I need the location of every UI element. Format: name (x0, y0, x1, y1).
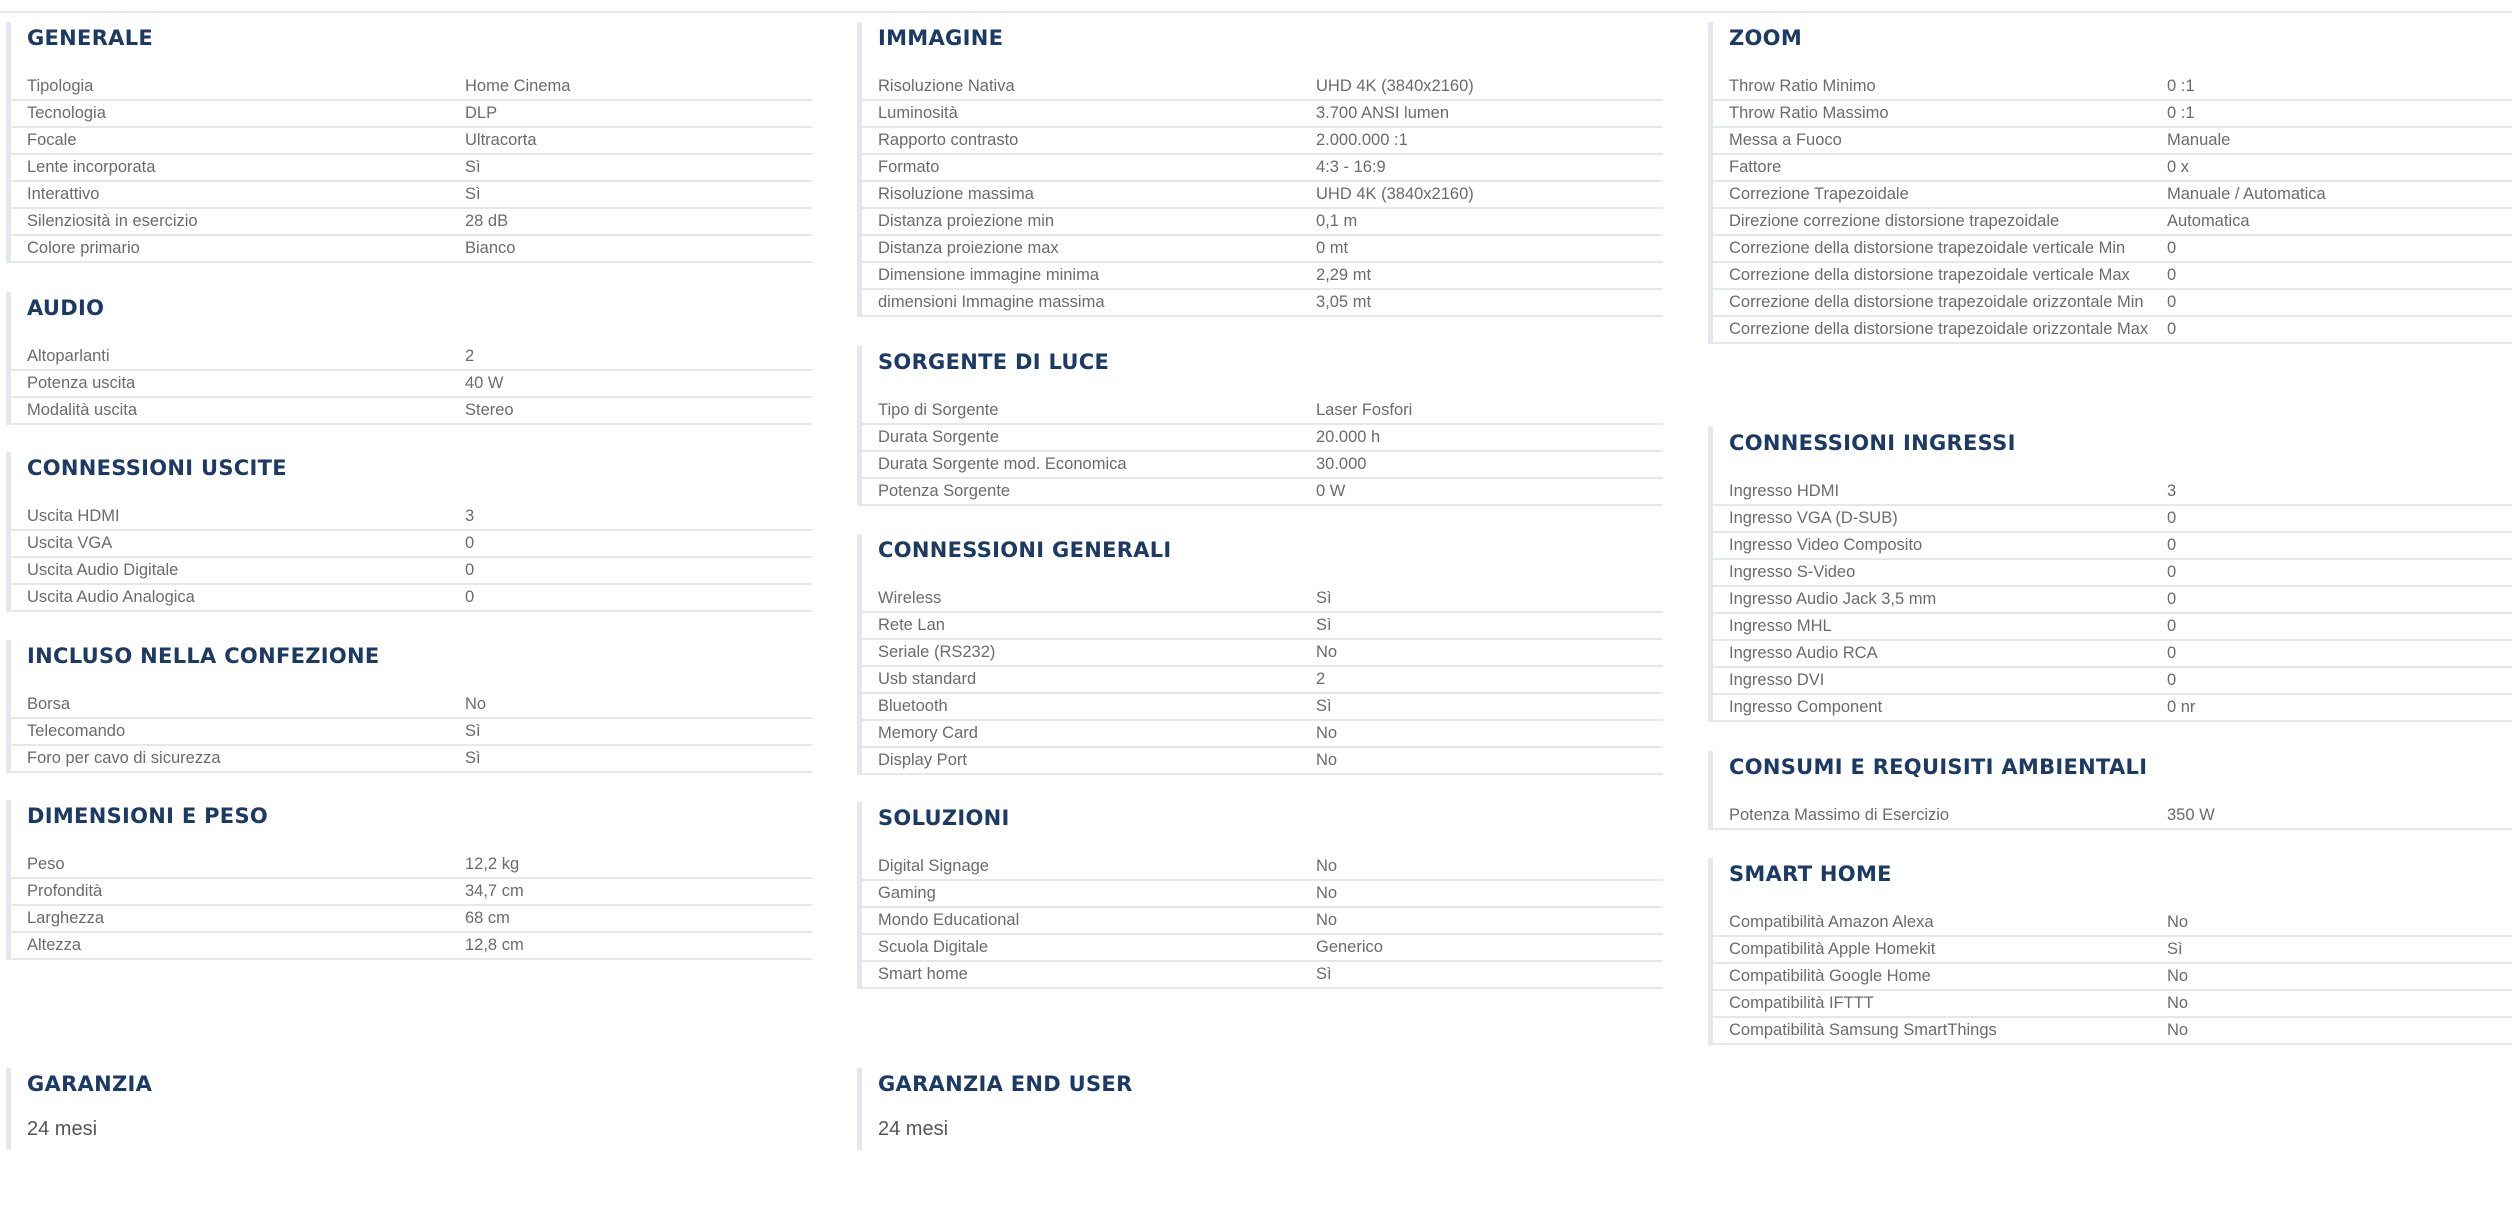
spec-table (11, 344, 812, 425)
spec-value: 0 (2167, 590, 2177, 608)
spec-value: Bianco (465, 239, 516, 257)
spec-label: Rete Lan (878, 616, 945, 634)
top-divider (0, 11, 2512, 13)
section-title: AUDIO (27, 296, 105, 320)
spec-label: Ingresso Audio RCA (1729, 644, 1878, 662)
spec-label: dimensioni Immagine massima (878, 293, 1105, 311)
spec-value: Sì (2167, 940, 2183, 958)
spec-value: Sì (465, 158, 481, 176)
spec-value: 0 :1 (2167, 104, 2195, 122)
spec-row (1713, 991, 2512, 1018)
spec-label: Foro per cavo di sicurezza (27, 749, 221, 767)
spec-value: Sì (1316, 697, 1332, 715)
spec-value: 0,1 m (1316, 212, 1358, 230)
spec-row (862, 613, 1663, 640)
spec-label: Potenza Sorgente (878, 482, 1011, 500)
spec-label: Mondo Educational (878, 911, 1020, 929)
spec-value: No (1316, 724, 1338, 742)
section-consumi-e-requisiti-ambientali (1708, 751, 2512, 830)
spec-label: Correzione della distorsione trapezoidale verticale Max (1729, 266, 2130, 284)
spec-value: 0 (2167, 266, 2177, 284)
spec-value: 0 (465, 561, 475, 579)
spec-label: Focale (27, 131, 77, 149)
spec-label: Throw Ratio Massimo (1729, 104, 1889, 122)
spec-value: Sì (465, 749, 481, 767)
spec-value: 12,2 kg (465, 855, 520, 873)
spec-value: 2,29 mt (1316, 266, 1372, 284)
spec-label: Compatibilità IFTTT (1729, 994, 1874, 1012)
section-incluso-nella-confezione (6, 640, 812, 773)
spec-value: No (1316, 857, 1338, 875)
spec-row (11, 101, 812, 128)
spec-value: Generico (1316, 938, 1383, 956)
spec-value: 20.000 h (1316, 428, 1381, 446)
spec-row (11, 155, 812, 182)
spec-label: Gaming (878, 884, 936, 902)
spec-label: Durata Sorgente mod. Economica (878, 455, 1127, 473)
section-title: DIMENSIONI E PESO (27, 804, 269, 828)
spec-row (1713, 614, 2512, 641)
spec-value: 0 nr (2167, 698, 2196, 716)
spec-row (862, 209, 1663, 236)
spec-label: Throw Ratio Minimo (1729, 77, 1876, 95)
spec-value: 0 (2167, 293, 2177, 311)
spec-value: No (1316, 751, 1338, 769)
section-audio (6, 292, 812, 425)
spec-label: Ingresso Video Composito (1729, 536, 1923, 554)
spec-row (1713, 668, 2512, 695)
section-title: SORGENTE DI LUCE (878, 350, 1110, 374)
spec-value: 0 (2167, 617, 2177, 635)
spec-label: Compatibilità Google Home (1729, 967, 1931, 985)
spec-row (862, 908, 1663, 935)
spec-label: Display Port (878, 751, 967, 769)
spec-label: Potenza Massimo di Esercizio (1729, 806, 1950, 824)
section-connessioni-uscite (6, 452, 812, 612)
spec-row (862, 74, 1663, 101)
spec-label: Distanza proiezione max (878, 239, 1059, 257)
spec-value: No (2167, 994, 2189, 1012)
spec-row (1713, 74, 2512, 101)
spec-row (862, 667, 1663, 694)
spec-table (1713, 910, 2512, 1045)
section-dimensioni-e-peso (6, 800, 812, 960)
spec-label: Borsa (27, 695, 71, 713)
spec-row (1713, 695, 2512, 722)
warranty-value: 24 mesi (878, 1118, 949, 1140)
spec-value: No (2167, 913, 2189, 931)
spec-value: Manuale (2167, 131, 2231, 149)
spec-table (862, 74, 1663, 317)
spec-row (1713, 803, 2512, 830)
spec-table (11, 852, 812, 960)
warranty-value: 24 mesi (27, 1118, 98, 1140)
spec-value: Sì (465, 185, 481, 203)
spec-value: 4:3 - 16:9 (1316, 158, 1386, 176)
spec-value: No (1316, 911, 1338, 929)
spec-row (1713, 641, 2512, 668)
spec-row (11, 209, 812, 236)
spec-value: 0 (2167, 509, 2177, 527)
spec-row (11, 746, 812, 773)
spec-label: Profondità (27, 882, 103, 900)
spec-value: Ultracorta (465, 131, 537, 149)
spec-row (11, 852, 812, 879)
spec-label: Potenza uscita (27, 374, 136, 392)
spec-row (1713, 155, 2512, 182)
spec-label: Tipologia (27, 77, 94, 95)
spec-row (11, 128, 812, 155)
section-smart-home (1708, 858, 2512, 1045)
spec-label: Durata Sorgente (878, 428, 1000, 446)
spec-value: 3 (2167, 482, 2177, 500)
spec-value: Laser Fosfori (1316, 401, 1413, 419)
spec-row (1713, 560, 2512, 587)
spec-row (1713, 506, 2512, 533)
spec-value: No (2167, 967, 2189, 985)
spec-label: Ingresso MHL (1729, 617, 1832, 635)
spec-value: 2.000.000 :1 (1316, 131, 1408, 149)
spec-label: Messa a Fuoco (1729, 131, 1842, 149)
spec-row (862, 452, 1663, 479)
spec-value: 0 mt (1316, 239, 1349, 257)
spec-label: Formato (878, 158, 940, 176)
spec-value: 40 W (465, 374, 504, 392)
spec-row (11, 879, 812, 906)
spec-table (1713, 803, 2512, 830)
section-title: CONSUMI E REQUISITI AMBIENTALI (1729, 755, 2148, 779)
spec-label: Rapporto contrasto (878, 131, 1019, 149)
spec-table (862, 854, 1663, 989)
spec-row (862, 854, 1663, 881)
section-title: INCLUSO NELLA CONFEZIONE (27, 644, 380, 668)
spec-value: 0 (2167, 536, 2177, 554)
spec-label: Smart home (878, 965, 968, 983)
spec-value: 0 (2167, 320, 2177, 338)
spec-row (11, 504, 812, 531)
spec-table (11, 74, 812, 263)
spec-row (862, 290, 1663, 317)
spec-row (1713, 587, 2512, 614)
spec-table (11, 692, 812, 773)
spec-label: Altoparlanti (27, 347, 110, 365)
spec-value: 350 W (2167, 806, 2215, 824)
spec-value: 28 dB (465, 212, 509, 230)
spec-label: Uscita VGA (27, 534, 113, 552)
spec-row (1713, 128, 2512, 155)
spec-label: Fattore (1729, 158, 1782, 176)
spec-value: 3,05 mt (1316, 293, 1372, 311)
spec-value: No (465, 695, 487, 713)
section-title: ZOOM (1729, 26, 1803, 50)
spec-value: 0 (2167, 644, 2177, 662)
section-garanzia (6, 1068, 812, 1150)
spec-value: 3.700 ANSI lumen (1316, 104, 1449, 122)
section-immagine (857, 22, 1663, 317)
spec-value: Sì (1316, 965, 1332, 983)
spec-table (1713, 74, 2512, 344)
spec-label: Ingresso DVI (1729, 671, 1825, 689)
spec-label: Tipo di Sorgente (878, 401, 999, 419)
section-title: IMMAGINE (878, 26, 1004, 50)
spec-label: Correzione Trapezoidale (1729, 185, 1909, 203)
spec-row (862, 721, 1663, 748)
spec-value: Sì (1316, 616, 1332, 634)
spec-label: Direzione correzione distorsione trapezoidale (1729, 212, 2060, 230)
spec-value: 2 (465, 347, 475, 365)
spec-value: UHD 4K (3840x2160) (1316, 185, 1474, 203)
spec-value: 3 (465, 507, 475, 525)
spec-label: Memory Card (878, 724, 978, 742)
spec-label: Ingresso HDMI (1729, 482, 1840, 500)
spec-label: Tecnologia (27, 104, 106, 122)
spec-table (1713, 479, 2512, 722)
spec-value: 0 (2167, 239, 2177, 257)
spec-row (862, 101, 1663, 128)
spec-row (1713, 479, 2512, 506)
spec-row (1713, 533, 2512, 560)
spec-row (11, 74, 812, 101)
spec-label: Dimensione immagine minima (878, 266, 1099, 284)
spec-label: Correzione della distorsione trapezoidale orizzontale Max (1729, 320, 2149, 338)
spec-row (862, 398, 1663, 425)
section-zoom (1708, 22, 2512, 344)
section-generale (6, 22, 812, 263)
spec-row (862, 182, 1663, 209)
section-connessioni-generali (857, 534, 1663, 775)
spec-value: No (1316, 643, 1338, 661)
spec-label: Risoluzione massima (878, 185, 1034, 203)
spec-label: Ingresso VGA (D-SUB) (1729, 509, 1898, 527)
section-title: GENERALE (27, 26, 154, 50)
spec-row (862, 236, 1663, 263)
spec-row (11, 398, 812, 425)
spec-value: DLP (465, 104, 498, 122)
spec-row (11, 719, 812, 746)
spec-label: Bluetooth (878, 697, 948, 715)
spec-row (11, 692, 812, 719)
spec-label: Compatibilità Apple Homekit (1729, 940, 1936, 958)
spec-label: Correzione della distorsione trapezoidale orizzontale Min (1729, 293, 2144, 311)
spec-value: 0 :1 (2167, 77, 2195, 95)
spec-value: 0 x (2167, 158, 2190, 176)
spec-value: No (1316, 884, 1338, 902)
spec-row (862, 962, 1663, 989)
spec-value: 0 W (1316, 482, 1346, 500)
spec-label: Uscita Audio Analogica (27, 588, 195, 606)
spec-row (11, 344, 812, 371)
spec-row (11, 182, 812, 209)
spec-row (862, 748, 1663, 775)
spec-label: Ingresso S-Video (1729, 563, 1856, 581)
spec-label: Lente incorporata (27, 158, 156, 176)
spec-label: Distanza proiezione min (878, 212, 1055, 230)
spec-row (1713, 937, 2512, 964)
spec-label: Larghezza (27, 909, 105, 927)
spec-value: 12,8 cm (465, 936, 524, 954)
spec-row (1713, 182, 2512, 209)
spec-row (862, 263, 1663, 290)
spec-label: Uscita HDMI (27, 507, 120, 525)
spec-row (1713, 263, 2512, 290)
spec-row (11, 585, 812, 612)
section-title: GARANZIA (27, 1072, 153, 1096)
spec-table (11, 504, 812, 612)
spec-row (1713, 317, 2512, 344)
spec-label: Modalità uscita (27, 401, 138, 419)
spec-row (862, 640, 1663, 667)
spec-label: Telecomando (27, 722, 126, 740)
spec-value: UHD 4K (3840x2160) (1316, 77, 1474, 95)
spec-label: Compatibilità Amazon Alexa (1729, 913, 1934, 931)
spec-value: 0 (465, 588, 475, 606)
spec-value: Sì (1316, 589, 1332, 607)
spec-label: Interattivo (27, 185, 100, 203)
spec-row (1713, 1018, 2512, 1045)
spec-label: Compatibilità Samsung SmartThings (1729, 1021, 1997, 1039)
spec-label: Digital Signage (878, 857, 989, 875)
spec-label: Usb standard (878, 670, 977, 688)
spec-label: Risoluzione Nativa (878, 77, 1015, 95)
spec-label: Luminosità (878, 104, 958, 122)
spec-row (11, 933, 812, 960)
spec-value: 2 (1316, 670, 1326, 688)
spec-value: Automatica (2167, 212, 2250, 230)
section-title: SMART HOME (1729, 862, 1892, 886)
section-garanzia-end-user (857, 1068, 1663, 1150)
spec-label: Seriale (RS232) (878, 643, 996, 661)
section-sorgente-di-luce (857, 346, 1663, 506)
spec-value: 0 (465, 534, 475, 552)
section-soluzioni (857, 802, 1663, 989)
spec-label: Peso (27, 855, 65, 873)
spec-value: No (2167, 1021, 2189, 1039)
spec-label: Silenziosità in esercizio (27, 212, 198, 230)
section-title: GARANZIA END USER (878, 1072, 1133, 1096)
section-connessioni-ingressi (1708, 427, 2512, 722)
spec-row (1713, 236, 2512, 263)
spec-label: Wireless (878, 589, 942, 607)
section-title: CONNESSIONI INGRESSI (1729, 431, 2016, 455)
spec-row (862, 586, 1663, 613)
spec-row (862, 425, 1663, 452)
spec-row (862, 881, 1663, 908)
spec-row (1713, 101, 2512, 128)
spec-value: Stereo (465, 401, 514, 419)
spec-row (862, 128, 1663, 155)
spec-value: 0 (2167, 563, 2177, 581)
spec-row (862, 479, 1663, 506)
spec-table (862, 586, 1663, 775)
spec-row (1713, 209, 2512, 236)
section-title: SOLUZIONI (878, 806, 1010, 830)
spec-row (1713, 910, 2512, 937)
spec-label: Uscita Audio Digitale (27, 561, 179, 579)
spec-table (862, 398, 1663, 506)
spec-row (1713, 964, 2512, 991)
spec-row (11, 906, 812, 933)
spec-label: Ingresso Component (1729, 698, 1883, 716)
spec-value: Home Cinema (465, 77, 571, 95)
spec-row (1713, 290, 2512, 317)
spec-value: 68 cm (465, 909, 510, 927)
spec-label: Colore primario (27, 239, 140, 257)
spec-value: Manuale / Automatica (2167, 185, 2326, 203)
spec-row (11, 558, 812, 585)
spec-row (862, 694, 1663, 721)
spec-label: Correzione della distorsione trapezoidale verticale Min (1729, 239, 2126, 257)
spec-value: 0 (2167, 671, 2177, 689)
spec-row (11, 236, 812, 263)
spec-label: Ingresso Audio Jack 3,5 mm (1729, 590, 1937, 608)
spec-label: Altezza (27, 936, 82, 954)
spec-row (11, 371, 812, 398)
spec-value: 30.000 (1316, 455, 1367, 473)
spec-label: Scuola Digitale (878, 938, 989, 956)
spec-value: Sì (465, 722, 481, 740)
spec-row (862, 935, 1663, 962)
section-title: CONNESSIONI USCITE (27, 456, 287, 480)
spec-row (862, 155, 1663, 182)
section-title: CONNESSIONI GENERALI (878, 538, 1172, 562)
spec-row (11, 531, 812, 558)
spec-value: 34,7 cm (465, 882, 524, 900)
